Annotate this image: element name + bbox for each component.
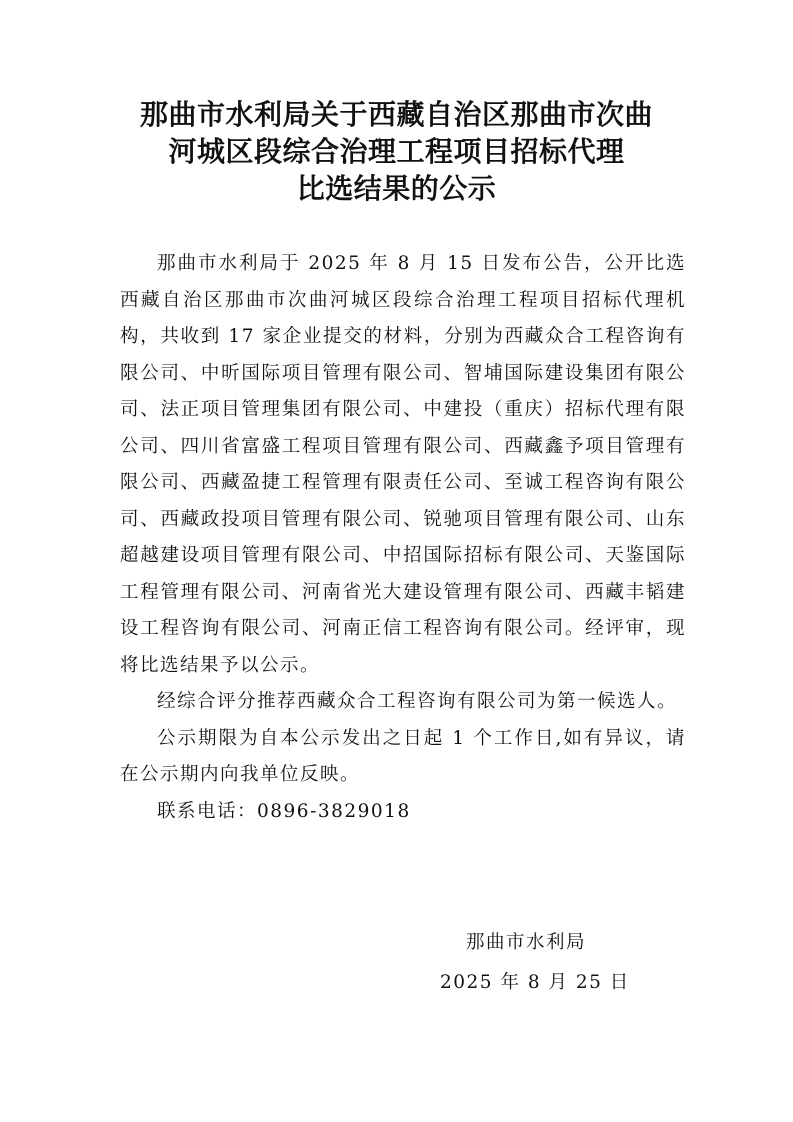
document-title [100,96,693,207]
title-line-2: 河城区段综合治理工程项目招标代理 [168,135,625,168]
title-line-3: 比选结果的公示 [296,172,497,205]
title-line-1: 那曲市水利局关于西藏自治区那曲市次曲 [139,98,653,131]
document-body [120,246,686,830]
paragraph-announcement: 那曲市水利局于 2025 年 8 月 15 日发布公告，公开比选西藏自治区那曲市次曲河城区段综合治理工程项目招标代理机构，共收到 17 家企业提交的材料，分别为西藏众合工程咨询有限公司、中昕国际项目管理有限公司、智埔国际建设集团有限公司、法正项目管理集团有限公司、中建投（重庆）招标代理有限公司、四川省富盛工程项目管理有限公司、西藏鑫予项目管理有限公司、西藏盈捷工程管理有限责任公司、至诚工程咨询有限公司、西藏政投项目管理有限公司、锐驰项目管理有限公司、山东超越建设项目管理有限公司、中招国际招标有限公司、天鉴国际工程管理有限公司、河南省光大建设管理有限公司、西藏丰韬建设工程咨询有限公司、河南正信工程咨询有限公司。经评审，现将比选结果予以公示。 [120,253,686,676]
paragraph-contact-phone: 联系电话：0896-3829018 [157,800,411,822]
signature-date: 2025 年 8 月 25 日 [440,972,630,993]
signature-organization: 那曲市水利局 [466,932,587,953]
paragraph-publicity-period: 公示期限为自本公示发出之日起 1 个工作日,如有异议，请在公示期内向我单位反映。 [120,727,686,785]
paragraph-recommendation: 经综合评分推荐西藏众合工程咨询有限公司为第一候选人。 [157,691,678,712]
